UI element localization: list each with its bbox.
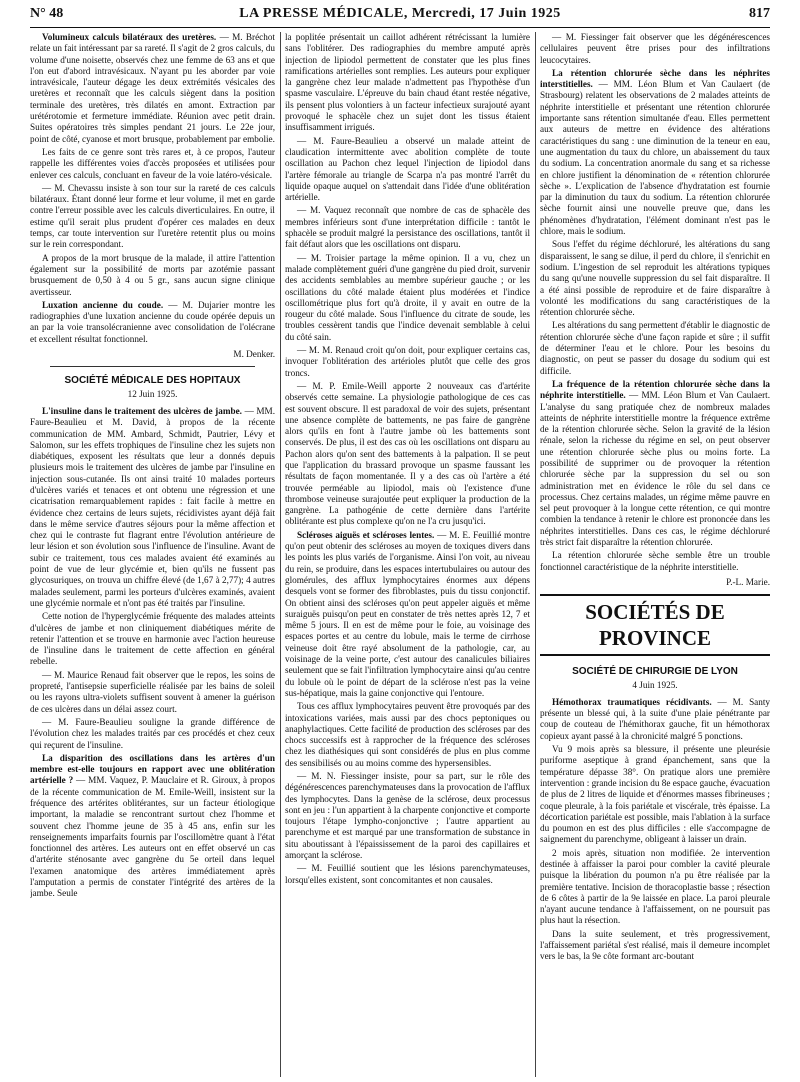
article-paragraph: — M. P. Emile-Weill apporte 2 nouveaux cas d'artérite observés cette semaine. La physiologie pathologique de ces cas est souvent obscure. Il est paradoxal de voir des sujets, présentant une absence complète de battements, ne pas faire de gangrène alors qu'ils en font à l'autre jambe où les battements sont conservés. De plus, il est des cas où les oscillations ont disparu au Pachon alors qu'on sent des battements à la palpation. Il se peut que l'application du brassard provoque un spasme faussant les résultats de façon momentanée. Il y a des cas où l'artère a été trouvée perméable au lipiodol, mais où l'existence d'une thrombose veineuse surajoutée peut expliquer la production de la gangrène. La pathogénie de cette dernière dans l'artérite oblitérante est plus complexe qu'on ne l'a cru jusqu'ici. [285, 380, 530, 527]
article-heading: Luxation ancienne du coude. [42, 299, 164, 310]
article-paragraph: la poplitée présentait un caillot adhérent rétrécissant la lumière sans l'oblitérer. Des radiographies du membre amputé après injection de lipiodol permettent de constater que les plus fines ramifications artérielles sont remplies. Les auteurs pour expliquer la gangrène chez leur malade n'admettent pas l'hypothèse d'un spasme vasculaire. L'épreuve du bain chaud étant restée négative, ils pensent plus volontiers à un facteur infectieux surajouté ayant provoqué le sphacèle chez un sujet dont les tissus étaient insuffisamment irrigués. [285, 32, 530, 133]
article-paragraph: 2 mois après, situation non modifiée. 2e intervention destinée à affaisser la paroi pour combler la cavité pleurale puisque la libération du poumon n'a pu être réalisée par la première tentative. Incision de thoracoplastie basse ; résection de 6 côtes à partir de la 9e laissée en place. La paroi pleurale n'ayant aucune tendance à l'affaissement, on ne poursuit pas plus haut la résection. [540, 847, 770, 926]
column-1 [30, 32, 275, 1077]
article-paragraph: — M. Vaquez reconnaît que nombre de cas de sphacèle des membres inférieurs sont d'une interprétation difficile : tantôt le sphacèle se produit malgré la persistance des oscillations, tantôt il fait défaut alors que les oscillations ont disparu. [285, 205, 530, 250]
article-paragraph [30, 406, 275, 609]
article-text: — M. Dujarier montre les radiographies d'une luxation ancienne du coude opérée depuis un an par la voie transolécranienne avec consolidation de l'olécrane et excellent résultat fonctionnel. [30, 299, 275, 344]
article-paragraph: — M. Chevassu insiste à son tour sur la rareté de ces calculs bilatéraux. Étant donné leur forme et leur volume, il met en garde contre l'erreur possible avec les calculs diverticulaires. En outre, il estime qu'il serait plus prudent d'opérer ces malades en deux temps, car toute intervention sur l'uretère retentit plus ou moins sur le rein correspondant. [30, 182, 275, 250]
article-paragraph: Cette notion de l'hyperglycémie fréquente des malades atteints d'ulcères de jambe et non cliniquement diabétiques mérite de retenir l'attention et se trouve en harmonie avec l'action heureuse de l'insuline dans le traitement de cette affection en général rebelle. [30, 611, 275, 667]
article-paragraph: Vu 9 mois après sa blessure, il présente une pleurésie puriforme aseptique à grand épanchement, sans que la température dépasse 38°. On pratique alors une première intervention : grande incision du 8e espace gauche, évacuation de plus de 2 litres de liquide et d'énormes masses fibrineuses ; coque pleurale, à la fois pariétale et viscérale, très épaisse. La décortication pariétale est possible, mais l'ablation à la surface du poumon en est des plus difficiles : elle s'accompagne de saignement du parenchyme, obligeant à laisser un drain. [540, 744, 770, 845]
article-paragraph [30, 753, 275, 900]
article-paragraph: — M. Fiessinger fait observer que les dégénérescences cellulaires peuvent être prises pour des infiltrations leucocytaires. [540, 32, 770, 65]
article-paragraph [30, 300, 275, 345]
article-text: — MM. Vaquez, P. Mauclaire et R. Giroux, à propos de la récente communication de M. Emile-Weill, insistent sur la fréquence des artérites oblitérantes, sur un facteur étiologique important, la maladie se rencontrant surtout chez l'homme et souvent chez l'homme jeune de 35 à 45 ans, enfin sur les renseignements imparfaits fournis par l'oscillomètre quant à l'état fonctionnel des artères. Les auteurs ont en effet observé un cas d'artérite sténosante avec gangrène du 5e orteil dans lequel l'examen anatomique des artères immédiatement après l'amputation a permis de constater l'intégrité des artères de la jambe. Seule [30, 775, 275, 899]
article-paragraph: — M. N. Fiessinger insiste, pour sa part, sur le rôle des dégénérescences parenchymateuses dans la provocation de l'afflux des lymphocytes. Dans la genèse de la sclérose, deux processus sont en jeu : l'un appartient à la charpente conjonctive et comporte toujours l'étape lympho-conjonctive ; l'autre appartient au parenchyme et est marqué par une transformation de substance in situ aboutissant à l'épaississement de la paroi des capillaires et amorçant la sclérose. [285, 771, 530, 861]
article-paragraph: Dans la suite seulement, et très progressivement, l'affaissement pariétal s'est réalisé, mais il demeure incomplet vers le bas, la 9e côte formant arc-boutant [540, 928, 770, 962]
article-paragraph [540, 68, 770, 237]
article-text: — MM. Léon Blum et Van Caulaert (de Strasbourg) relatent les observations de 2 malades atteints de néphrite interstitielle et présentant une rétention chlorurée importante sans rétention simultanée d'eau. Elles permettent aux auteurs de mettre en évidence des altérations caractéristiques du sang : une diminution de la teneur en eau, une augmentation du taux du chlore, un abaissement du taux du sodium. La concentration anormale du sang et sa richesse en chlore justifient la dénomination de « rétention chlorurée sèche ». L'explication de l'absence d'hydratation est fournie par la diminution du taux du sodium. La rétention chlorurée sèche fournit ainsi une nouvelle preuve que, dans les phénomènes d'hydratation, l'élément dominant n'est pas le chlore, mais le sodium. [540, 79, 770, 237]
article-paragraph: — M. Troisier partage la même opinion. Il a vu, chez un malade complètement guéri d'une gangrène du pied droit, survenir des accidents semblables au membre supérieur gauche ; or les oscillations du côté malade étaient plus modérées et l'indice oscillométrique plus fort qu'à droite, il y avait en outre de la rougeur du côté malade. Sous l'influence du citrate de soude, les troubles cessèrent tandis que l'indice devenait semblable à celui du côté sain. [285, 252, 530, 342]
column-divider-1 [280, 32, 281, 1077]
article-paragraph: — M. Maurice Renaud fait observer que le repos, les soins de propreté, l'antisepsie superficielle réalisée par les bains de soleil ou les rayons ultra-violets suffisent souvent à amener la guérison de ces ulcères dans un délai assez court. [30, 669, 275, 714]
article-heading: La fréquence de la rétention chlorurée sèche dans la néphrite interstitielle. [540, 378, 770, 401]
author-signature: M. Denker. [233, 349, 275, 360]
article-paragraph: — M. Feuillié soutient que les lésions parenchymateuses, lorsqu'elles existent, sont concomitantes et non causales. [285, 863, 530, 885]
article-text: — MM. Faure-Beaulieu et M. David, à propos de la récente communication de MM. Ambard, Schmidt, Pautrier, Lévy et Salomon, sur les effets trophiques de l'insuline chez les sujets non diabétiques, exposent les résultats que leur a donnés depuis plusieurs mois le traitement des ulcères de jambe par l'insuline en injection sous-cutanée. Ils ont ainsi traité 10 malades porteurs d'ulcères variés et tenaces et ont obtenu une régression et une cicatrisation remarquablement rapides : fait facile à mettre en évidence chez certains de leurs sujets, récidivistes ayant déjà fait dans le même service d'autres séjours pour la même affection et chez qui le contraste fut flagrant entre l'évolution antérieure de leur lésion et son évolution sous l'influence de l'insuline. Avant de subir ce traitement, tous ces malades avaient été examinés au point de vue de leur glycémie et, bien qu'ils ne fussent pas glycosuriques, on trouva un chiffre élevé (de 1,67 à 2,77); 4 autres malades seulement, parmi les porteurs d'ulcères examinés, avaient une glycémie normale et n'ont pas été traités par l'insuline. [30, 405, 275, 608]
article-paragraph: Tous ces afflux lymphocytaires peuvent être provoqués par des intoxications variées, mais aussi par des chocs peptoniques ou anaphylactiques. Cette facilité de production des scléroses par des chocs successifs est à rapprocher de la fréquence des scléroses chez les diathésiques qui sont considérés de plus en plus comme des sensibilisés ou au moins comme des hypersensibles. [285, 701, 530, 768]
author-signature: P.-L. Marie. [726, 576, 770, 587]
article-paragraph: A propos de la mort brusque de la malade, il attire l'attention également sur la possibilité de morts par azotémie passant brusquement de 0,50 à 4 ou 5 gr., sans aucun signe clinique avertisseur. [30, 252, 275, 297]
article-paragraph: La rétention chlorurée sèche semble être un trouble fonctionnel caractéristique de la néphrite interstitielle. [540, 550, 770, 572]
issue-number: N° 48 [30, 6, 64, 21]
society-title: SOCIÉTÉ DE CHIRURGIE DE LYON [572, 666, 738, 678]
article-paragraph: — M. Faure-Beaulieu a observé un malade atteint de claudication intermittente avec abolition complète de toute oscillation au Pachon chez lequel l'injection de lipiodol dans l'artère fémorale au triangle de Scarpa n'a pas montré l'arrêt du liquide opaque auquel on s'attendait dans l'idée d'une oblitération artérielle. [285, 135, 530, 203]
section-title: SOCIÉTÉS DE PROVINCE [540, 594, 770, 656]
article-paragraph: — M. M. Renaud croit qu'on doit, pour expliquer certains cas, invoquer l'oblitération des artérioles plutôt que celle des gros troncs. [285, 345, 530, 378]
article-heading: La rétention chlorurée sèche dans les néphrites interstitielles. [540, 67, 770, 90]
society-title: SOCIÉTÉ MÉDICALE DES HOPITAUX [64, 375, 241, 387]
header-rule [30, 27, 770, 28]
society-date: 4 Juin 1925. [632, 679, 678, 690]
article-paragraph: Sous l'effet du régime déchloruré, les altérations du sang disparaissent, le sang se dilue, il perd du chlore, il s'enrichit en sodium. L'ingestion de sel reproduit les altérations typiques du sang qu'une nouvelle suppression du sel fait disparaître. Il a été ainsi possible de reproduire et de faire disparaître à volonté les modifications du sang caractéristiques de la rétention chlorurée sèche. [540, 239, 770, 318]
article-paragraph [540, 697, 770, 742]
column-divider-2 [535, 32, 536, 1077]
article-heading: L'insuline dans le traitement des ulcères de jambe. [42, 405, 242, 416]
page-number: 817 [749, 6, 770, 21]
section-separator [50, 366, 255, 367]
article-paragraph: — M. Faure-Beaulieu souligne la grande différence de l'évolution chez les malades traités par ces procédés et chez ceux qui reçurent de l'insuline. [30, 716, 275, 750]
article-text: — MM. Léon Blum et Van Caulaert. L'analyse du sang pratiquée chez de nombreux malades atteints de néphrite interstitielle montre la fréquence extrême de la rétention chlorurée sèche. Selon la gravité de la lésion rénale, selon la richesse du régime en sel, on peut observer une rétention chlorurée sèche plus ou moins forte. La possibilité de supprimer ou de provoquer la rétention chlorurée sèche par la suppression du sel ou son administration met en évidence le rôle du sel dans ce processus. Chez certains malades, un régime même pauvre en sel peut provoquer à la longue cette rétention, ce qui montre combien la tendance à retenir le chlore est prononcée dans les néphrites interstitielles. Dans ces cas, le régime déchloruré très strict fait disparaître la rétention chlorurée. [540, 390, 770, 548]
article-heading: Scléroses aiguës et scléroses lentes. [297, 529, 435, 540]
article-text: — M. Bréchot relate un fait intéressant par sa rareté. Il s'agit de 2 gros calculs, du volume d'une noisette, observés chez une femme de 63 ans et que l'on eut d'abord intravésicaux. N'ayant pu les aborder par voie intravésicale, l'auteur dégage les deux extrémités vésicales des uretères et reconnaît que les calculs siègent dans la position terminale des uretères, très dilatés en amont. Extraction par urétérotomie et fermeture immédiate. Réunion avec petit drain. Suites opératoires très simples pendant 21 jours. Le 22e jour, point de côté, cyanose et mort brusque, probablement par embolie. [30, 32, 275, 144]
article-text: — M. E. Feuillié montre qu'on peut obtenir des scléroses au moyen de toxiques divers dans les points les plus variés de l'organisme. Ainsi l'on voit, au niveau du rein, se produire, dans les espaces intertubulaires ou autour des glomérules, des afflux lymphocytaires énormes aux dépens desquels vont se former des fibroblastes, puis du tissu conjonctif. On obtient ainsi des scléroses qu'on peut appeler aiguës et même suraiguës puisqu'on peut en constater de très nettes après 12, 7 et même 5 jours. Il en est de même pour le foie, au voisinage des espaces portes et au centre du lobule, mais le terme de cirrhose veineuse doit être rayé absolument de la pathologie, car, au voisinage de la veine porte, c'est autour des canalicules biliaires seulement que se fait l'infiltration lymphocytaire ainsi qu'au centre du lobule où le point de départ de la sclérose n'est pas la veine sus-hépatique, mais la gaine conjonctive qui l'entoure. [285, 529, 530, 698]
journal-title: LA PRESSE MÉDICALE, Mercredi, 17 Juin 1925 [239, 6, 561, 21]
article-paragraph: Les faits de ce genre sont très rares et, à ce propos, l'auteur rappelle les différentes voies d'accès proposées et utilisées pour enlever ces calculs, concluant en faveur de la voie latéro-vésicale. [30, 146, 275, 180]
article-heading: La disparition des oscillations dans les artères d'un membre est-elle toujours en rapport avec une oblitération artérielle ? [30, 752, 275, 786]
article-paragraph [30, 32, 275, 145]
article-paragraph [540, 379, 770, 548]
article-paragraph: Les altérations du sang permettent d'établir le diagnostic de rétention chlorurée sèche d'une façon rapide et sûre ; il suffit de déterminer l'eau et le chlore. Pour les besoins du diagnostic, on peut se passer du dosage du sodium qui est difficile. [540, 320, 770, 376]
article-paragraph [285, 530, 530, 699]
column-2 [285, 32, 530, 1077]
society-date: 12 Juin 1925. [127, 388, 178, 399]
page-header [30, 6, 770, 26]
column-3 [540, 32, 770, 1077]
article-heading: Hémothorax traumatiques récidivants. [552, 696, 712, 707]
article-heading: Volumineux calculs bilatéraux des uretères. [42, 32, 217, 42]
article-text: — M. Santy présente un blessé qui, à la suite d'une plaie pénétrante par coup de couteau de l'hémithorax gauche, fit un hémothorax copieux ayant passé à la chronicité malgré 5 ponctions. [540, 696, 770, 741]
